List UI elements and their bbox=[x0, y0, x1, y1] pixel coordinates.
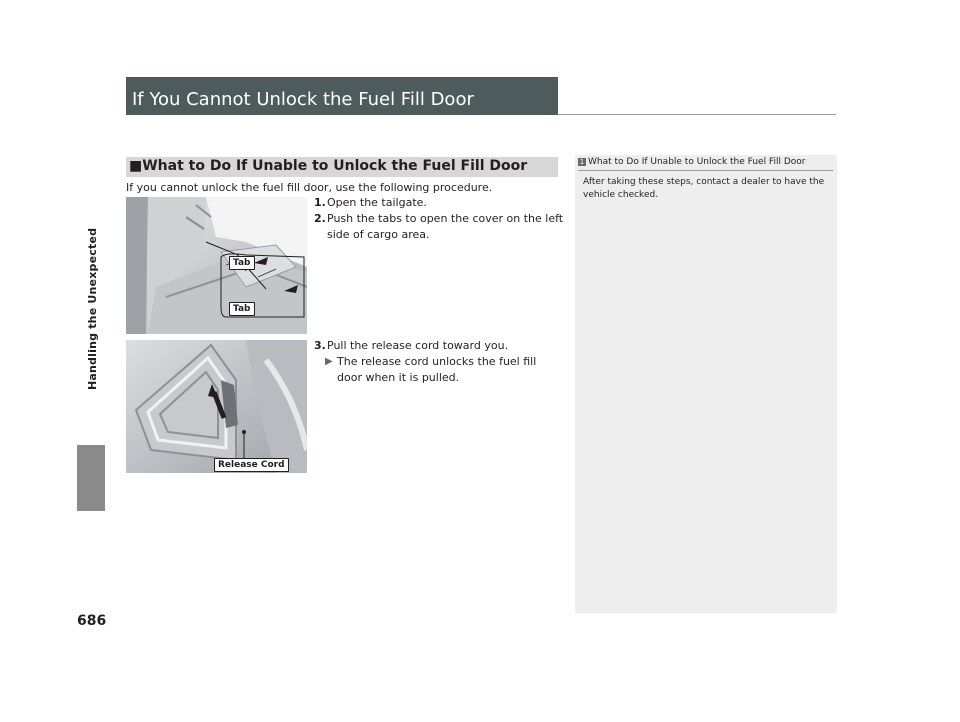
intro-text: If you cannot unlock the fuel fill door, use the following procedure. bbox=[126, 181, 493, 194]
cargo-area-illustration bbox=[126, 197, 307, 334]
note-body: After taking these steps, contact a dealer to have the vehicle checked. bbox=[583, 177, 825, 200]
note-reference-icon: 1 bbox=[579, 158, 585, 166]
side-section-label: Handling the Unexpected bbox=[86, 227, 99, 390]
note-panel bbox=[575, 155, 837, 613]
note-heading: 1 What to Do If Unable to Unlock the Fuel Fill Door bbox=[578, 157, 833, 171]
release-cord-illustration bbox=[126, 340, 307, 473]
release-cord-callout: Release Cord bbox=[214, 458, 289, 472]
tab-callout-top: Tab bbox=[229, 256, 255, 270]
step-3: 3. Pull the release cord toward you. bbox=[314, 339, 509, 352]
side-tab-active-marker bbox=[77, 445, 105, 511]
step-1: 1. Open the tailgate. bbox=[314, 196, 427, 209]
steps-lower bbox=[314, 338, 564, 386]
steps-upper bbox=[314, 195, 564, 243]
step-3-result: ▶ The release cord unlocks the fuel fill door when it is pulled. bbox=[325, 355, 537, 384]
tab-callout-bottom: Tab bbox=[229, 302, 255, 316]
step-2: 2. Push the tabs to open the cover on the left side of cargo area. bbox=[314, 212, 564, 241]
page-title: If You Cannot Unlock the Fuel Fill Door bbox=[126, 77, 558, 115]
section-heading: ■What to Do If Unable to Unlock the Fuel Fill Door bbox=[126, 157, 558, 177]
result-arrow-icon: ▶ bbox=[325, 356, 333, 367]
title-rule bbox=[558, 114, 836, 115]
page-number: 686 bbox=[77, 613, 107, 629]
